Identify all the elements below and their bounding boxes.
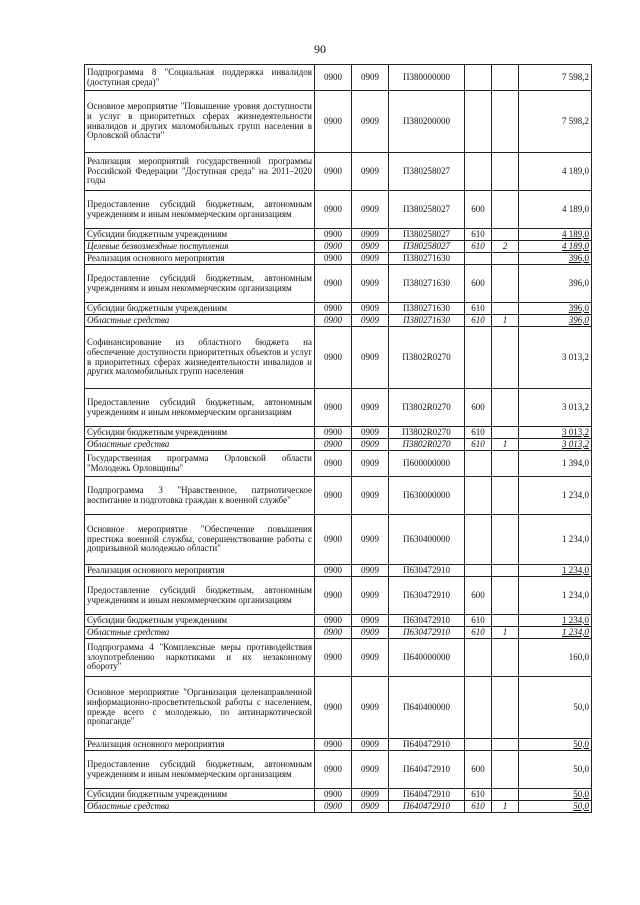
expense-type: 610	[465, 627, 492, 639]
ved-code: 0900	[315, 739, 352, 751]
target-code: П630400000	[389, 515, 465, 565]
amount: 396,0	[519, 315, 592, 327]
source-code	[492, 327, 519, 389]
expense-type	[465, 639, 492, 677]
source-code	[492, 677, 519, 739]
table-row	[85, 241, 592, 253]
section-code: 0909	[352, 751, 389, 789]
source-code	[492, 577, 519, 615]
source-code	[492, 515, 519, 565]
amount: 3 013,2	[519, 427, 592, 439]
expense-type: 610	[465, 427, 492, 439]
ved-code: 0900	[315, 315, 352, 327]
row-name: Предоставление субсидий бюджетным, автономным учреждениям и иным некоммерческим организациям	[85, 577, 315, 615]
source-code	[492, 191, 519, 229]
amount: 396,0	[519, 253, 592, 265]
section-code: 0909	[352, 789, 389, 801]
amount: 50,0	[519, 739, 592, 751]
row-name: Областные средства	[85, 627, 315, 639]
amount: 1 234,0	[519, 577, 592, 615]
budget-table	[84, 64, 592, 813]
row-name: Подпрограмма 4 "Комплексные меры противодействия злоупотреблению наркотиками и их незаконному обороту"	[85, 639, 315, 677]
section-code: 0909	[352, 451, 389, 477]
target-code: П380271630	[389, 253, 465, 265]
source-code	[492, 789, 519, 801]
section-code: 0909	[352, 303, 389, 315]
ved-code: 0900	[315, 451, 352, 477]
source-code	[492, 639, 519, 677]
source-code	[492, 65, 519, 91]
ved-code: 0900	[315, 229, 352, 241]
expense-type	[465, 677, 492, 739]
row-name: Предоставление субсидий бюджетным, автономным учреждениям и иным некоммерческим организациям	[85, 265, 315, 303]
amount: 1 234,0	[519, 627, 592, 639]
ved-code: 0900	[315, 801, 352, 813]
target-code: П640472910	[389, 801, 465, 813]
expense-type	[465, 565, 492, 577]
section-code: 0909	[352, 477, 389, 515]
amount: 3 013,2	[519, 389, 592, 427]
table-row	[85, 515, 592, 565]
section-code: 0909	[352, 515, 389, 565]
ved-code: 0900	[315, 265, 352, 303]
section-code: 0909	[352, 327, 389, 389]
amount: 396,0	[519, 303, 592, 315]
amount: 7 598,2	[519, 65, 592, 91]
target-code: П630472910	[389, 627, 465, 639]
expense-type	[465, 327, 492, 389]
target-code: П630000000	[389, 477, 465, 515]
source-code	[492, 451, 519, 477]
ved-code: 0900	[315, 639, 352, 677]
target-code: П380271630	[389, 315, 465, 327]
section-code: 0909	[352, 577, 389, 615]
section-code: 0909	[352, 91, 389, 153]
table-row	[85, 477, 592, 515]
target-code: П380200000	[389, 91, 465, 153]
expense-type: 600	[465, 577, 492, 615]
source-code: 2	[492, 241, 519, 253]
target-code: П3802R0270	[389, 389, 465, 427]
section-code: 0909	[352, 191, 389, 229]
ved-code: 0900	[315, 577, 352, 615]
row-name: Реализация мероприятий государственной программы Российской Федерации "Доступная среда" на 2011–2020 годы	[85, 153, 315, 191]
section-code: 0909	[352, 65, 389, 91]
amount: 1 234,0	[519, 615, 592, 627]
row-name: Подпрограмма 3 "Нравственное, патриотическое воспитание и подготовка граждан к военной службе"	[85, 477, 315, 515]
section-code: 0909	[352, 615, 389, 627]
ved-code: 0900	[315, 439, 352, 451]
table-row	[85, 801, 592, 813]
target-code: П3802R0270	[389, 327, 465, 389]
table-row	[85, 677, 592, 739]
page-number: 90	[314, 42, 326, 56]
source-code	[492, 739, 519, 751]
ved-code: 0900	[315, 303, 352, 315]
expense-type: 600	[465, 389, 492, 427]
ved-code: 0900	[315, 677, 352, 739]
source-code	[492, 615, 519, 627]
target-code: П640472910	[389, 751, 465, 789]
expense-type	[465, 477, 492, 515]
table-row	[85, 615, 592, 627]
expense-type: 610	[465, 229, 492, 241]
expense-type: 600	[465, 265, 492, 303]
ved-code: 0900	[315, 191, 352, 229]
amount: 1 234,0	[519, 477, 592, 515]
source-code: 1	[492, 439, 519, 451]
target-code: П380258027	[389, 191, 465, 229]
row-name: Реализация основного мероприятия	[85, 739, 315, 751]
row-name: Целевые безвозмездные поступления	[85, 241, 315, 253]
row-name: Реализация основного мероприятия	[85, 253, 315, 265]
expense-type: 600	[465, 751, 492, 789]
ved-code: 0900	[315, 515, 352, 565]
amount: 1 234,0	[519, 515, 592, 565]
table-row	[85, 639, 592, 677]
target-code: П640472910	[389, 789, 465, 801]
section-code: 0909	[352, 677, 389, 739]
section-code: 0909	[352, 153, 389, 191]
expense-type: 610	[465, 789, 492, 801]
expense-type: 610	[465, 439, 492, 451]
source-code	[492, 477, 519, 515]
section-code: 0909	[352, 265, 389, 303]
table-row	[85, 627, 592, 639]
row-name: Областные средства	[85, 315, 315, 327]
ved-code: 0900	[315, 789, 352, 801]
expense-type: 610	[465, 801, 492, 813]
row-name: Субсидии бюджетным учреждениям	[85, 229, 315, 241]
table-row	[85, 253, 592, 265]
row-name: Субсидии бюджетным учреждениям	[85, 427, 315, 439]
source-code	[492, 389, 519, 427]
row-name: Предоставление субсидий бюджетным, автономным учреждениям и иным некоммерческим организациям	[85, 191, 315, 229]
table-row	[85, 751, 592, 789]
amount: 50,0	[519, 789, 592, 801]
table-row	[85, 389, 592, 427]
amount: 1 394,0	[519, 451, 592, 477]
target-code: П640400000	[389, 677, 465, 739]
target-code: П380271630	[389, 303, 465, 315]
expense-type: 610	[465, 303, 492, 315]
expense-type	[465, 153, 492, 191]
table-row	[85, 91, 592, 153]
amount: 4 189,0	[519, 153, 592, 191]
target-code: П380258027	[389, 153, 465, 191]
amount: 160,0	[519, 639, 592, 677]
section-code: 0909	[352, 229, 389, 241]
amount: 3 013,2	[519, 439, 592, 451]
row-name: Предоставление субсидий бюджетным, автономным учреждениям и иным некоммерческим организациям	[85, 389, 315, 427]
ved-code: 0900	[315, 751, 352, 789]
source-code	[492, 565, 519, 577]
amount: 396,0	[519, 265, 592, 303]
ved-code: 0900	[315, 65, 352, 91]
target-code: П640000000	[389, 639, 465, 677]
row-name: Субсидии бюджетным учреждениям	[85, 789, 315, 801]
table-row	[85, 229, 592, 241]
row-name: Софинансирование из областного бюджета на обеспечение доступности приоритетных объектов и услуг в приоритетных сферах жизнедеятельности инвалидов и других маломобильных групп населения	[85, 327, 315, 389]
source-code: 1	[492, 315, 519, 327]
target-code: П380258027	[389, 241, 465, 253]
section-code: 0909	[352, 389, 389, 427]
source-code	[492, 153, 519, 191]
table-row	[85, 153, 592, 191]
table-row	[85, 303, 592, 315]
row-name: Предоставление субсидий бюджетным, автономным учреждениям и иным некоммерческим организациям	[85, 751, 315, 789]
table-row	[85, 191, 592, 229]
source-code	[492, 253, 519, 265]
row-name: Субсидии бюджетным учреждениям	[85, 303, 315, 315]
row-name: Основное мероприятие "Организация целенаправленной информационно-просветительской работы с населением, прежде всего с молодежью, по антинаркотической пропаганде"	[85, 677, 315, 739]
target-code: П630472910	[389, 615, 465, 627]
row-name: Государственная программа Орловской области "Молодежь Орловщины"	[85, 451, 315, 477]
source-code	[492, 751, 519, 789]
row-name: Основное мероприятие "Обеспечение повышения престижа военной службы, совершенствование работы с допризывной молодежью области"	[85, 515, 315, 565]
expense-type: 610	[465, 615, 492, 627]
table-row	[85, 565, 592, 577]
row-name: Основное мероприятие "Повышение уровня доступности и услуг в приоритетных сферах жизнедеятельности инвалидов и других маломобильных групп населения в Орловской области"	[85, 91, 315, 153]
target-code: П3802R0270	[389, 439, 465, 451]
source-code	[492, 303, 519, 315]
source-code	[492, 427, 519, 439]
expense-type	[465, 65, 492, 91]
amount: 50,0	[519, 751, 592, 789]
table-row	[85, 65, 592, 91]
amount: 3 013,2	[519, 327, 592, 389]
ved-code: 0900	[315, 253, 352, 265]
ved-code: 0900	[315, 153, 352, 191]
expense-type	[465, 91, 492, 153]
ved-code: 0900	[315, 327, 352, 389]
table-row	[85, 439, 592, 451]
source-code	[492, 265, 519, 303]
row-name: Субсидии бюджетным учреждениям	[85, 615, 315, 627]
target-code: П380000000	[389, 65, 465, 91]
ved-code: 0900	[315, 91, 352, 153]
table-row	[85, 577, 592, 615]
source-code: 1	[492, 627, 519, 639]
expense-type	[465, 515, 492, 565]
ved-code: 0900	[315, 565, 352, 577]
expense-type: 610	[465, 241, 492, 253]
target-code: П600000000	[389, 451, 465, 477]
section-code: 0909	[352, 253, 389, 265]
ved-code: 0900	[315, 627, 352, 639]
amount: 4 189,0	[519, 229, 592, 241]
expense-type: 600	[465, 191, 492, 229]
amount: 50,0	[519, 801, 592, 813]
ved-code: 0900	[315, 477, 352, 515]
ved-code: 0900	[315, 427, 352, 439]
target-code: П630472910	[389, 565, 465, 577]
section-code: 0909	[352, 801, 389, 813]
table-row	[85, 315, 592, 327]
amount: 50,0	[519, 677, 592, 739]
source-code	[492, 91, 519, 153]
amount: 7 598,2	[519, 91, 592, 153]
amount: 4 189,0	[519, 241, 592, 253]
source-code: 1	[492, 801, 519, 813]
expense-type: 610	[465, 315, 492, 327]
table-row	[85, 327, 592, 389]
table-row	[85, 427, 592, 439]
row-name: Реализация основного мероприятия	[85, 565, 315, 577]
table-row	[85, 789, 592, 801]
target-code: П380271630	[389, 265, 465, 303]
ved-code: 0900	[315, 615, 352, 627]
expense-type	[465, 253, 492, 265]
target-code: П640472910	[389, 739, 465, 751]
section-code: 0909	[352, 627, 389, 639]
table-row	[85, 265, 592, 303]
target-code: П3802R0270	[389, 427, 465, 439]
source-code	[492, 229, 519, 241]
section-code: 0909	[352, 315, 389, 327]
amount: 4 189,0	[519, 191, 592, 229]
row-name: Областные средства	[85, 801, 315, 813]
table-row	[85, 451, 592, 477]
section-code: 0909	[352, 565, 389, 577]
expense-type	[465, 739, 492, 751]
amount: 1 234,0	[519, 565, 592, 577]
row-name: Подпрограмма 8 "Социальная поддержка инвалидов (доступная среда)"	[85, 65, 315, 91]
expense-type	[465, 451, 492, 477]
section-code: 0909	[352, 739, 389, 751]
row-name: Областные средства	[85, 439, 315, 451]
target-code: П380258027	[389, 229, 465, 241]
section-code: 0909	[352, 639, 389, 677]
ved-code: 0900	[315, 241, 352, 253]
section-code: 0909	[352, 439, 389, 451]
ved-code: 0900	[315, 389, 352, 427]
table-row	[85, 739, 592, 751]
section-code: 0909	[352, 427, 389, 439]
section-code: 0909	[352, 241, 389, 253]
target-code: П630472910	[389, 577, 465, 615]
